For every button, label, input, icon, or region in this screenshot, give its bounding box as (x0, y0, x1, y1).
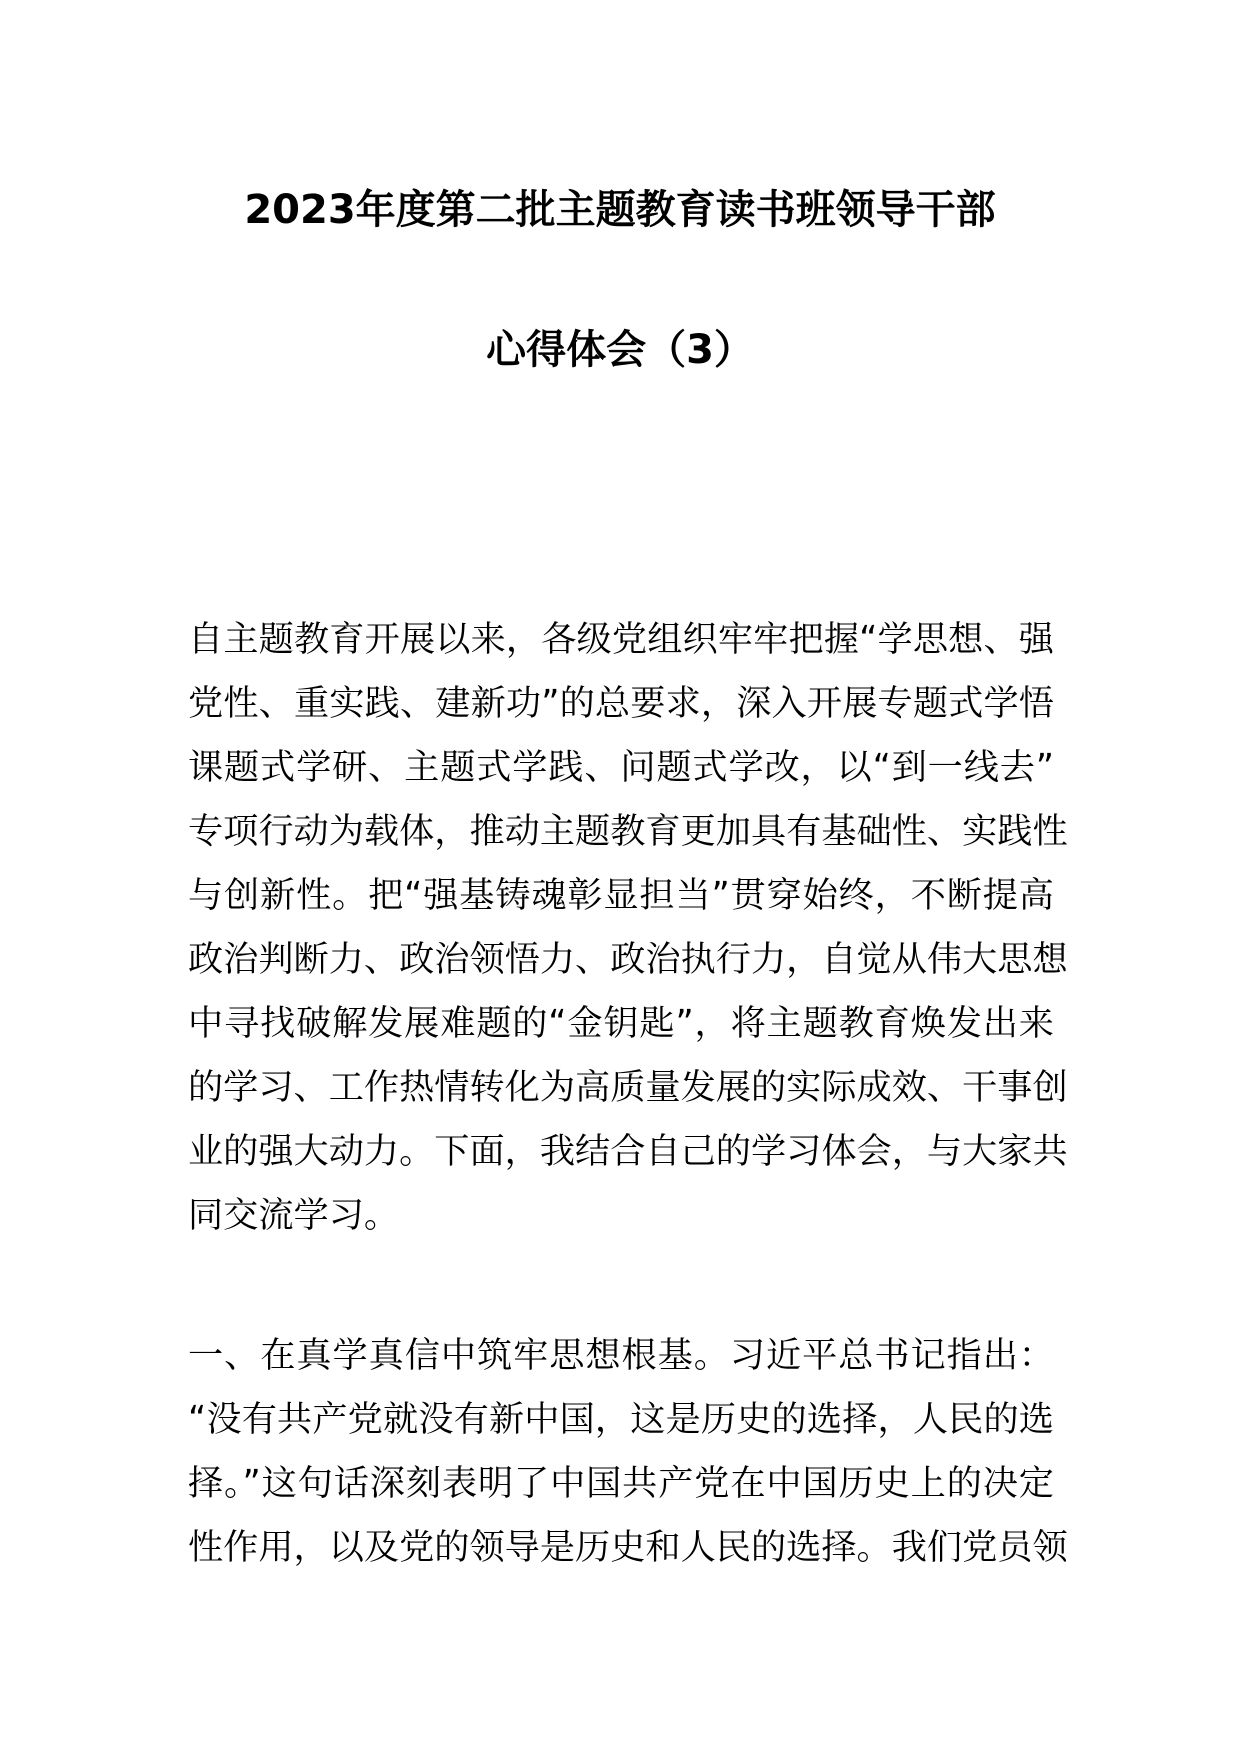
paragraph-section-one (188, 1324, 1068, 1580)
document-title-line-1: 2023年度第二批主题教育读书班领导干部 (244, 187, 996, 233)
paragraph-line: 一、在真学真信中筑牢思想根基。习近平总书记指出： (188, 1335, 1054, 1376)
paragraph-line: 自主题教育开展以来，各级党组织牢牢把握“学思想、强 (188, 619, 1054, 660)
paragraph-line: 课题式学研、主题式学践、问题式学改，以“到一线去” (188, 747, 1054, 788)
paragraph-line: 与创新性。把“强基铸魂彰显担当”贯穿始终，不断提高 (188, 875, 1054, 916)
paragraph-line: 中寻找破解发展难题的“金钥匙”，将主题教育焕发出来 (188, 1003, 1054, 1044)
paragraph-line: 政治判断力、政治领悟力、政治执行力，自觉从伟大思想 (188, 939, 1068, 980)
paragraph-line: “没有共产党就没有新中国，这是历史的选择，人民的选 (188, 1399, 1054, 1440)
paragraph-line: 同交流学习。 (188, 1195, 400, 1236)
paragraph-line: 择。”这句话深刻表明了中国共产党在中国历史上的决定 (188, 1463, 1054, 1504)
paragraph-intro (188, 608, 1068, 1248)
paragraph-line: 业的强大动力。下面，我结合自己的学习体会，与大家共 (188, 1131, 1068, 1172)
paragraph-line: 的学习、工作热情转化为高质量发展的实际成效、干事创 (188, 1067, 1068, 1108)
document-title-line-2: 心得体会（3） (486, 327, 754, 373)
paragraph-line: 性作用，以及党的领导是历史和人民的选择。我们党员领 (188, 1527, 1068, 1568)
paragraph-line: 专项行动为载体，推动主题教育更加具有基础性、实践性 (188, 811, 1068, 852)
paragraph-line: 党性、重实践、建新功”的总要求，深入开展专题式学悟 (188, 683, 1054, 724)
